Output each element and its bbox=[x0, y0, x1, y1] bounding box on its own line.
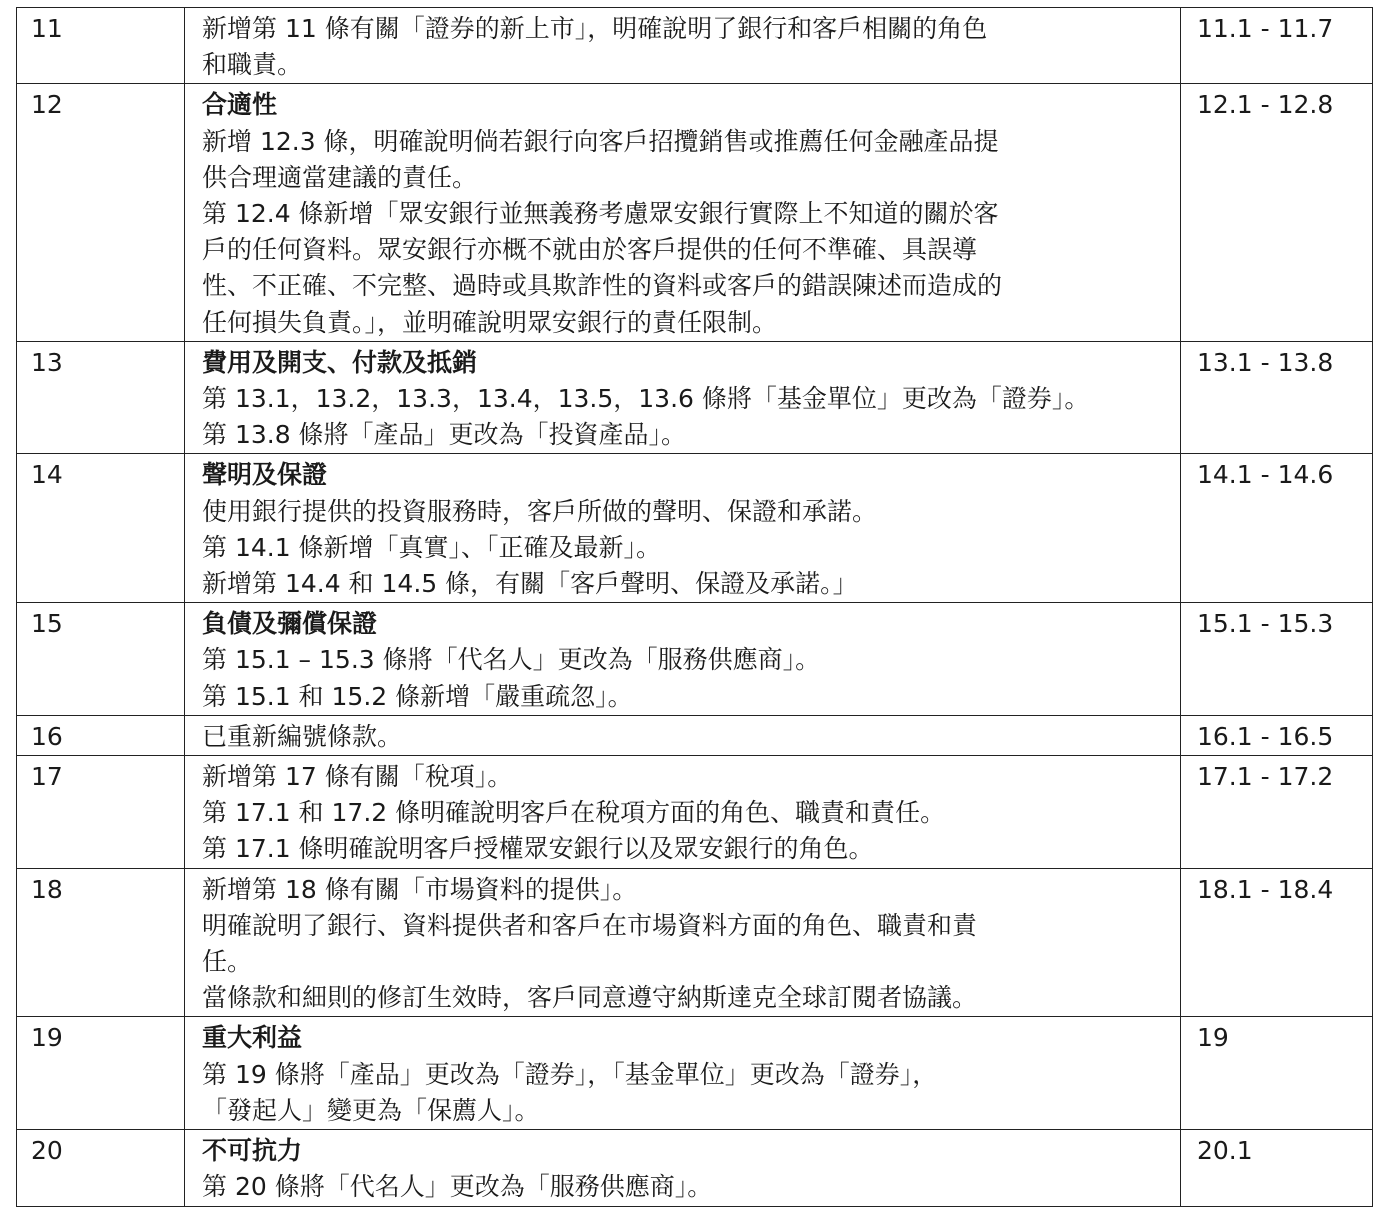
clause-number-cell: 14 bbox=[17, 454, 185, 603]
table-row bbox=[17, 756, 1373, 869]
table-row bbox=[17, 8, 1373, 84]
clause-number-cell: 19 bbox=[17, 1017, 185, 1130]
clause-reference-cell: 12.1 - 12.8 bbox=[1181, 84, 1373, 341]
description-line: 已重新編號條款。 bbox=[202, 721, 403, 751]
description-line: 性、不正確、不完整、過時或具欺詐性的資料或客戶的錯誤陳述而造成的 bbox=[202, 271, 1003, 301]
table-row bbox=[17, 84, 1373, 341]
clause-reference-cell: 17.1 - 17.2 bbox=[1181, 756, 1373, 869]
description-line: 第 14.1 條新增「真實」、「正確及最新」。 bbox=[202, 532, 662, 562]
clause-reference-cell: 16.1 - 16.5 bbox=[1181, 715, 1373, 755]
clause-reference-cell: 11.1 - 11.7 bbox=[1181, 8, 1373, 84]
section-heading: 負債及彌償保證 bbox=[202, 609, 378, 639]
description-line: 當條款和細則的修訂生效時，客戶同意遵守納斯達克全球訂閱者協議。 bbox=[202, 983, 978, 1013]
description-line: 新增第 11 條有關「證券的新上市」，明確說明了銀行和客戶相關的角色 bbox=[202, 14, 988, 43]
description-line: 第 17.1 條明確說明客戶授權眾安銀行以及眾安銀行的角色。 bbox=[202, 834, 874, 864]
section-heading: 合適性 bbox=[202, 90, 278, 120]
amendment-description-cell bbox=[185, 1130, 1181, 1206]
description-line: 第 19 條將「產品」更改為「證券」，「基金單位」更改為「證券」， bbox=[202, 1059, 938, 1089]
clause-number-cell: 12 bbox=[17, 84, 185, 341]
clause-number-cell: 17 bbox=[17, 756, 185, 869]
amendment-description-cell bbox=[185, 1017, 1181, 1130]
description-line: 第 20 條將「代名人」更改為「服務供應商」。 bbox=[202, 1172, 713, 1202]
clause-number-cell: 16 bbox=[17, 715, 185, 755]
table-row bbox=[17, 1130, 1373, 1206]
description-line: 新增第 18 條有關「市場資料的提供」。 bbox=[202, 874, 638, 904]
clause-reference-cell: 15.1 - 15.3 bbox=[1181, 603, 1373, 716]
table-row bbox=[17, 603, 1373, 716]
clause-reference-cell: 19 bbox=[1181, 1017, 1373, 1130]
clause-reference-cell: 20.1 bbox=[1181, 1130, 1373, 1206]
table-row bbox=[17, 454, 1373, 603]
clause-reference-cell: 18.1 - 18.4 bbox=[1181, 868, 1373, 1017]
clause-number-cell: 15 bbox=[17, 603, 185, 716]
clause-reference-cell: 13.1 - 13.8 bbox=[1181, 341, 1373, 454]
clause-number-cell: 11 bbox=[17, 8, 185, 84]
description-line: 第 13.8 條將「產品」更改為「投資產品」。 bbox=[202, 420, 687, 450]
table-row bbox=[17, 341, 1373, 454]
amendment-description-cell bbox=[185, 756, 1181, 869]
description-line: 任。 bbox=[202, 947, 253, 977]
amendment-description-cell bbox=[185, 603, 1181, 716]
description-line: 使用銀行提供的投資服務時，客戶所做的聲明、保證和承諾。 bbox=[202, 496, 878, 526]
description-line: 任何損失負責。」，並明確說明眾安銀行的責任限制。 bbox=[202, 307, 778, 337]
section-heading: 費用及開支、付款及抵銷 bbox=[202, 347, 478, 377]
description-line: 第 12.4 條新增「眾安銀行並無義務考慮眾安銀行實際上不知道的關於客 bbox=[202, 199, 999, 229]
section-heading: 聲明及保證 bbox=[202, 460, 328, 490]
description-line: 第 13.1，13.2，13.3，13.4，13.5，13.6 條將「基金單位」更改為「證券」。 bbox=[202, 384, 1090, 414]
amendment-description-cell bbox=[185, 454, 1181, 603]
description-line: 第 15.1 – 15.3 條將「代名人」更改為「服務供應商」。 bbox=[202, 645, 821, 675]
clause-reference-cell: 14.1 - 14.6 bbox=[1181, 454, 1373, 603]
table-row bbox=[17, 715, 1373, 755]
description-line: 戶的任何資料。眾安銀行亦概不就由於客戶提供的任何不準確、具誤導 bbox=[202, 235, 978, 265]
amendment-description-cell bbox=[185, 84, 1181, 341]
description-line: 新增第 14.4 和 14.5 條，有關「客戶聲明、保證及承諾。」 bbox=[202, 569, 858, 599]
table-body bbox=[17, 8, 1373, 1207]
section-heading: 重大利益 bbox=[202, 1023, 303, 1053]
amendment-description-cell bbox=[185, 868, 1181, 1017]
amendment-description-cell bbox=[185, 715, 1181, 755]
table-row bbox=[17, 868, 1373, 1017]
amendment-description-cell bbox=[185, 8, 1181, 84]
clause-number-cell: 13 bbox=[17, 341, 185, 454]
description-line: 第 15.1 和 15.2 條新增「嚴重疏忽」。 bbox=[202, 681, 633, 711]
amendments-table bbox=[16, 7, 1373, 1207]
clause-number-cell: 20 bbox=[17, 1130, 185, 1206]
amendment-description-cell bbox=[185, 341, 1181, 454]
table-row bbox=[17, 1017, 1373, 1130]
description-line: 新增第 17 條有關「稅項」。 bbox=[202, 762, 513, 792]
description-line: 明確說明了銀行、資料提供者和客戶在市場資料方面的角色、職責和責 bbox=[202, 910, 978, 940]
description-line: 和職責。 bbox=[202, 50, 303, 80]
description-line: 新增 12.3 條，明確說明倘若銀行向客戶招攬銷售或推薦任何金融產品提 bbox=[202, 126, 999, 156]
clause-number-cell: 18 bbox=[17, 868, 185, 1017]
description-line: 第 17.1 和 17.2 條明確說明客戶在稅項方面的角色、職責和責任。 bbox=[202, 798, 946, 828]
description-line: 「發起人」變更為「保薦人」。 bbox=[202, 1095, 540, 1125]
section-heading: 不可抗力 bbox=[202, 1136, 303, 1166]
description-line: 供合理適當建議的責任。 bbox=[202, 162, 478, 192]
